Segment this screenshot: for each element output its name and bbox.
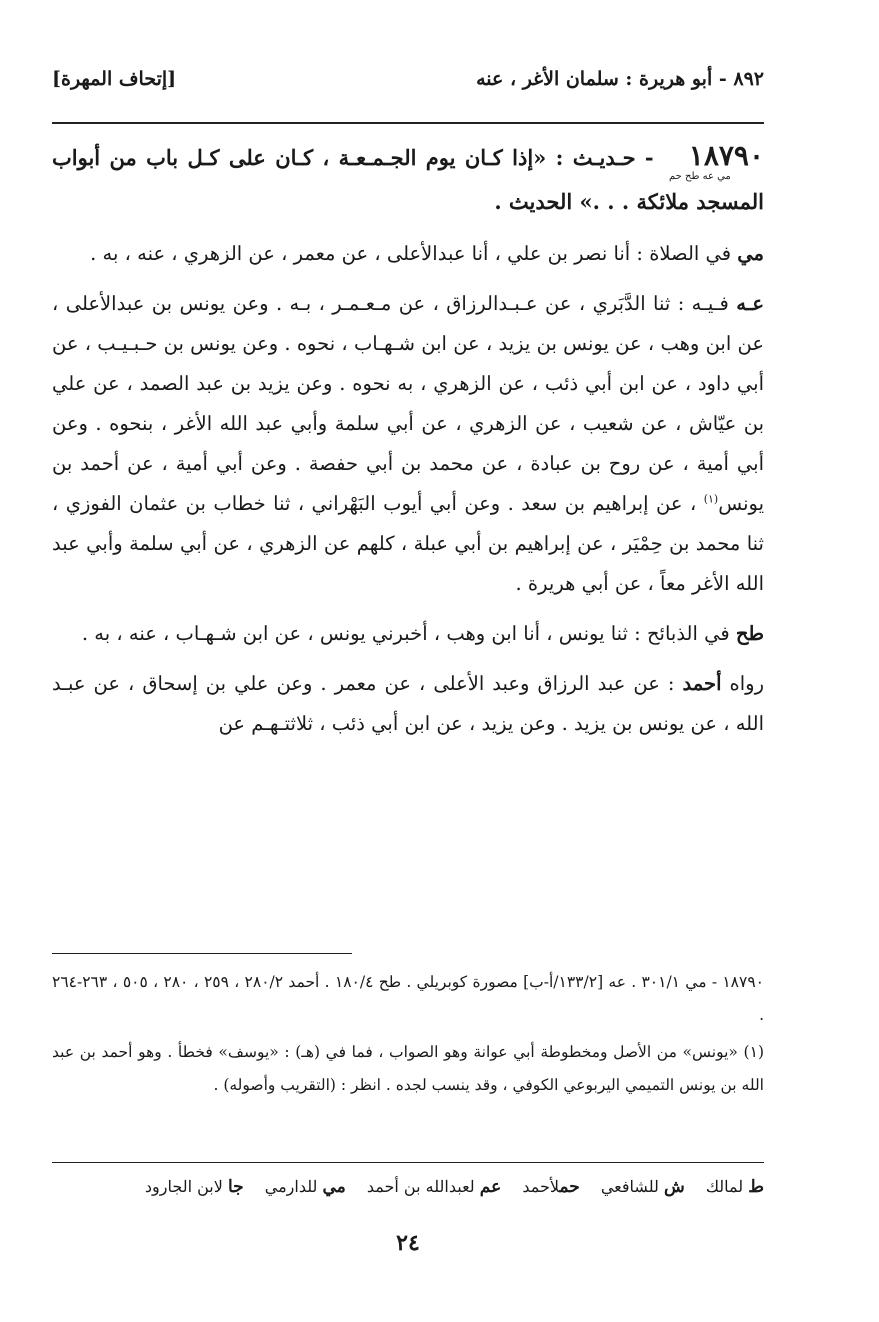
hadith-number: ١٨٧٩٠: [688, 139, 764, 172]
sources-note: ١٨٧٩٠ - مي ٣٠١/١ . عه [١٣٣/٢/أ-ب] مصورة كوبريلي . طح ١٨٠/٤ . أحمد ٢٨٠/٢ ، ٢٥٩ ، ٢٨٠ ، ٥٠٥ ، ٢٦٣-٢٦٤ .: [52, 973, 764, 1024]
footnote-marker: (١): [703, 492, 719, 506]
source-tag: عـه: [736, 292, 764, 315]
header-rule: [52, 122, 764, 124]
legend-item: مي للدارمي: [264, 1177, 346, 1197]
legend-item: حملأحمد: [522, 1177, 580, 1197]
abbreviation-legend: [52, 1172, 764, 1202]
source-tag: مي: [737, 242, 764, 265]
paragraph-th: [52, 614, 764, 654]
legend-item: جا لابن الجارود: [144, 1177, 244, 1197]
legend-item: ط لمالك: [705, 1177, 764, 1197]
footnote-1: (١) «يونس» من الأصل ومخطوطة أبي عوانة وهو الصواب ، فما في (هـ) : «يوسف» فخطأ . وهو أحمد بن عبد الله بن يونس التميمي اليربوعي الكوفي ، وقد ينسب لجده . انظر : (التقريب وأصوله) .: [52, 1043, 764, 1094]
hadith-head-text: - حـديـث : «إذا كـان يوم الجـمـعـة ، كـان على كـل باب من أبواب المسجد ملائكة . . .» الحديث .: [52, 145, 764, 214]
paragraph-text: في الصلاة : أنا نصر بن علي ، أنا عبدالأعلى ، عن معمر ، عن الزهري ، عنه ، به .: [90, 242, 738, 265]
legend-item: عم لعبدالله بن أحمد: [366, 1177, 502, 1197]
book-page: [52, 40, 764, 1290]
paragraph-text-continued: ، عن إبراهيم بن سعد . وعن أبي أيوب البَهْراني ، ثنا خطاب بن عثمان الفوزي ، ثنا محمد بن حِمْيَر ، عن إبراهيم بن أبي عبلة ، كلهم عن الزهري ، عن أبي سلمة وأبي عبد الله الأغر معاً ، عن أبي هريرة .: [52, 492, 764, 595]
paragraph-ah: [52, 284, 764, 604]
paragraph-text: فـيـه : ثنا الدَّبَري ، عن عـبـدالرزاق ، عن مـعـمـر ، بـه . وعن يونس بن عبدالأعلى ، عن ابن وهب ، عن يونس بن يزيد ، عن ابن شـهـاب ، نحوه . وعن يونس بن حـبـيـب ، عن أبي داود ، عن ابن أبي ذئب ، عن الزهري ، به نحوه . وعن يزيد بن عبد الصمد ، عن علي بن عيّاش ، عن شعيب ، عن الزهري ، عن أبي سلمة وأبي عبد الله الأغر ، بنحوه . وعن أبي أمية ، عن روح بن عبادة ، عن محمد بن أبي حفصة . وعن أبي أمية ، عن أحمد بن يونس: [52, 292, 764, 515]
source-tag: أحمد: [682, 672, 722, 695]
hadith-heading: [52, 136, 764, 222]
paragraph-mi: [52, 234, 764, 274]
legend-item: ش للشافعي: [600, 1177, 685, 1197]
paragraph-ahmad: [52, 664, 764, 744]
paragraph-lead: رواه: [721, 672, 764, 695]
paragraph-text: : عن عبد الرزاق وعبد الأعلى ، عن معمر . وعن علي بن إسحاق ، عن عبـد الله ، عن يونس بن يزيد . وعن يزيد ، عن ابن أبي ذئب ، ثلاثتـهـم عن: [52, 672, 764, 735]
header-chapter-title: ٨٩٢ - أبو هريرة : سلمان الأغر ، عنه: [476, 68, 764, 90]
running-header: [52, 68, 764, 102]
source-tag: طح: [735, 622, 764, 645]
footnotes: [52, 966, 764, 1106]
paragraph-text: في الذبائح : ثنا يونس ، أنا ابن وهب ، أخبرني يونس ، عن ابن شـهـاب ، عنه ، به .: [81, 622, 736, 645]
legend-rule: [52, 1162, 764, 1163]
header-book-title: [إتحاف المهرة]: [52, 68, 177, 90]
main-text: [52, 136, 764, 754]
notes-rule: [52, 953, 352, 954]
hadith-sigla: مي عه طح حم: [668, 171, 731, 182]
page-number: ٢٤: [396, 1230, 420, 1256]
